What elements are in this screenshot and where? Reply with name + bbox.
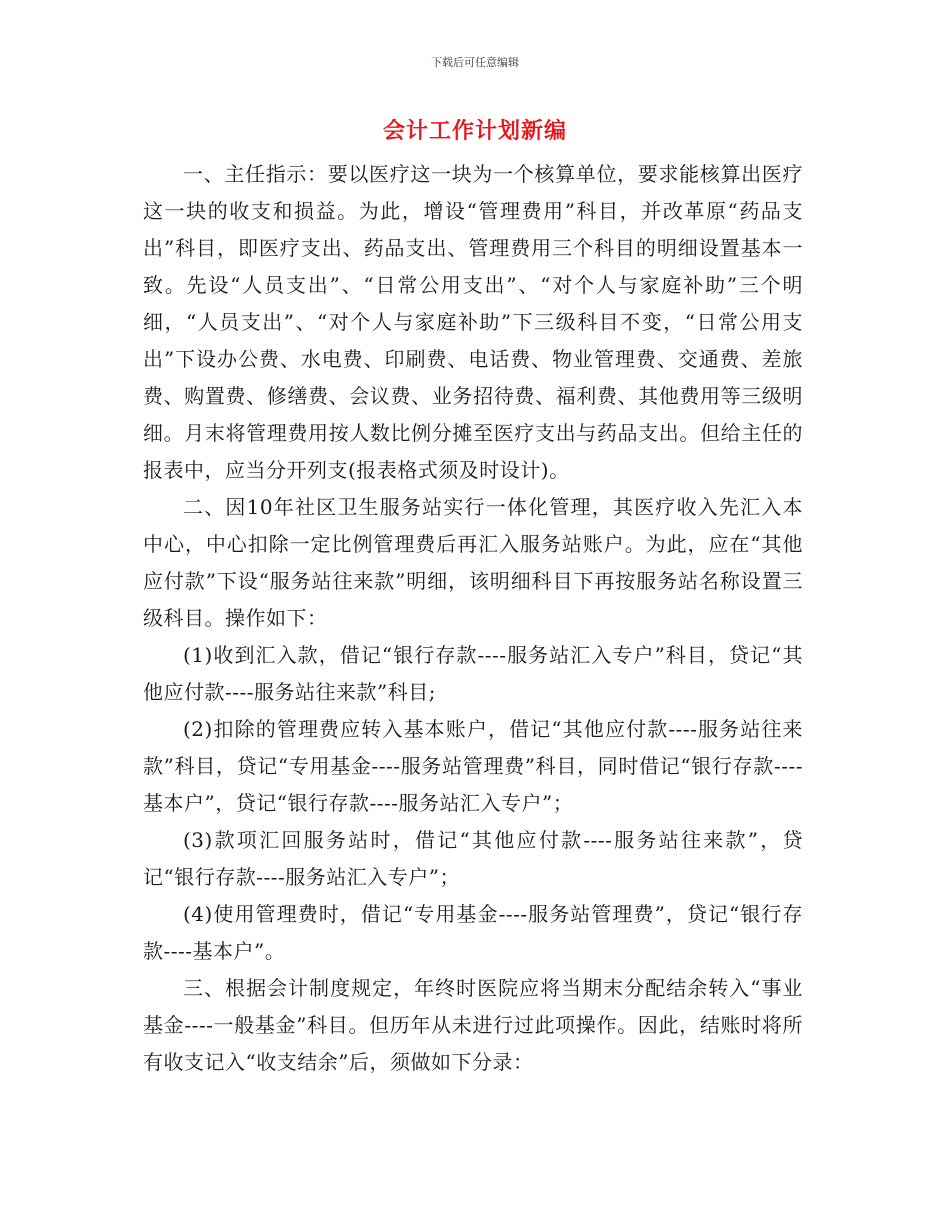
paragraph-step-2: (2)扣除的管理费应转入基本账户，借记“其他应付款----服务站往来款”科目，贷记“专用基金----服务站管理费”科目，同时借记“银行存款----基本户”，贷记“银行存款----服务站汇入专户”； (143, 717, 803, 815)
paragraph-step-1: (1)收到汇入款，借记“银行存款----服务站汇入专户”科目，贷记“其他应付款----服务站往来款”科目; (143, 643, 803, 704)
paragraph-year-end: 三、根据会计制度规定，年终时医院应将当期末分配结余转入“事业基金----一般基金”科目。但历年从未进行过此项操作。因此，结账时将所有收支记入“收支结余”后，须做如下分录： (143, 976, 803, 1074)
header-note: 下载后可任意编辑 (431, 56, 519, 69)
document-title: 会计工作计划新编 (382, 119, 567, 144)
document-body (143, 156, 803, 1081)
paragraph-step-3: (3)款项汇回服务站时，借记“其他应付款----服务站往来款”，贷记“银行存款----服务站汇入专户”； (143, 828, 803, 889)
paragraph-directive: 一、主任指示：要以医疗这一块为一个核算单位，要求能核算出医疗这一块的收支和损益。为此，增设“管理费用”科目，并改革原“药品支出”科目，即医疗支出、药品支出、管理费用三个科目的明细设置基本一致。先设“人员支出”、“日常公用支出”、“对个人与家庭补助”三个明细，“人员支出”、“对个人与家庭补助”下三级科目不变，“日常公用支出”下设办公费、水电费、印刷费、电话费、物业管理费、交通费、差旅费、购置费、修缮费、会议费、业务招待费、福利费、其他费用等三级明细。月末将管理费用按人数比例分摊至医疗支出与药品支出。但给主任的报表中，应当分开列支(报表格式须及时设计)。 (143, 162, 803, 482)
paragraph-step-4: (4)使用管理费时，借记“专用基金----服务站管理费”，贷记“银行存款----基本户”。 (143, 902, 803, 963)
paragraph-community-station: 二、因10年社区卫生服务站实行一体化管理，其医疗收入先汇入本中心，中心扣除一定比例管理费后再汇入服务站账户。为此，应在“其他应付款”下设“服务站往来款”明细，该明细科目下再按服务站名称设置三级科目。操作如下： (143, 495, 803, 630)
